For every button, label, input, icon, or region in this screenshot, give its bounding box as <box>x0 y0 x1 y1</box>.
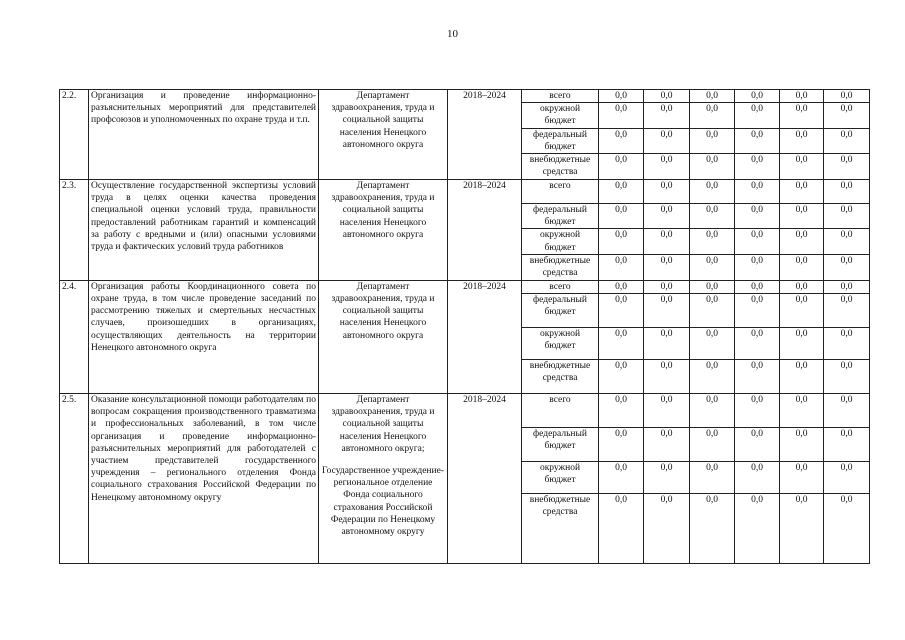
funding-value: 0,0 <box>780 360 824 394</box>
funding-value: 0,0 <box>780 280 824 293</box>
funding-source: всего <box>522 394 599 428</box>
executor-spacer <box>321 455 445 465</box>
table-row <box>60 90 870 103</box>
funding-value: 0,0 <box>644 128 690 153</box>
funding-value: 0,0 <box>824 103 870 128</box>
funding-value: 0,0 <box>644 428 690 462</box>
funding-value: 0,0 <box>690 90 735 103</box>
funding-value: 0,0 <box>824 360 870 394</box>
funding-source: федеральный бюджет <box>522 204 599 229</box>
funding-value: 0,0 <box>690 462 735 494</box>
activity-name: Оказание консультационной помощи работодателям по вопросам сокращения производственного травматизма и профессиональных заболеваний, в том числе организация и проведение информационно-разъяснительных мероприятий для работодателей с участием представителей государственного учреждения – регионального отделения Фонда социального страхования Российской Федерации по Ненецкому автономному округу <box>89 394 319 564</box>
funding-value: 0,0 <box>735 204 780 229</box>
funding-value: 0,0 <box>735 428 780 462</box>
funding-value: 0,0 <box>644 103 690 128</box>
funding-value: 0,0 <box>690 180 735 204</box>
funding-value: 0,0 <box>690 494 735 564</box>
funding-value: 0,0 <box>735 128 780 153</box>
funding-value: 0,0 <box>780 103 824 128</box>
funding-source: федеральный бюджет <box>522 128 599 153</box>
funding-value: 0,0 <box>644 494 690 564</box>
funding-value: 0,0 <box>780 328 824 360</box>
funding-value: 0,0 <box>824 254 870 280</box>
program-activities-table <box>59 89 870 564</box>
funding-value: 0,0 <box>824 154 870 180</box>
funding-value: 0,0 <box>690 428 735 462</box>
table-row <box>60 180 870 204</box>
activity-period: 2018–2024 <box>448 280 522 393</box>
funding-value: 0,0 <box>644 360 690 394</box>
funding-value: 0,0 <box>644 462 690 494</box>
page-number: 10 <box>447 28 458 40</box>
funding-value: 0,0 <box>690 103 735 128</box>
funding-value: 0,0 <box>599 154 644 180</box>
funding-value: 0,0 <box>780 428 824 462</box>
funding-source: внебюджетные средства <box>522 154 599 180</box>
executor-name: Департамент здравоохранения, труда и социальной защиты населения Ненецкого автономного округа; <box>331 395 435 454</box>
funding-value: 0,0 <box>735 90 780 103</box>
activity-number: 2.3. <box>60 180 89 281</box>
funding-source: окружной бюджет <box>522 462 599 494</box>
executor-name: Департамент здравоохранения, труда и социальной защиты населения Ненецкого автономного округа <box>331 181 435 240</box>
funding-value: 0,0 <box>644 254 690 280</box>
funding-value: 0,0 <box>599 494 644 564</box>
funding-value: 0,0 <box>690 294 735 328</box>
funding-value: 0,0 <box>780 254 824 280</box>
funding-value: 0,0 <box>599 328 644 360</box>
activity-period: 2018–2024 <box>448 394 522 564</box>
table-row <box>60 394 870 428</box>
funding-value: 0,0 <box>824 90 870 103</box>
funding-value: 0,0 <box>599 90 644 103</box>
funding-value: 0,0 <box>644 229 690 254</box>
table-body <box>60 90 870 564</box>
funding-source: всего <box>522 90 599 103</box>
funding-value: 0,0 <box>599 254 644 280</box>
funding-source: федеральный бюджет <box>522 294 599 328</box>
funding-value: 0,0 <box>644 204 690 229</box>
funding-value: 0,0 <box>780 204 824 229</box>
funding-value: 0,0 <box>735 394 780 428</box>
funding-source: окружной бюджет <box>522 229 599 254</box>
activity-name: Осуществление государственной экспертизы условий труда в целях оценки качества проведения специальной оценки условий труда, правильности предоставлений работникам гарантий и компенсаций за работу с вредными и (или) опасными условиями труда и фактических условий труда работников <box>89 180 319 281</box>
funding-value: 0,0 <box>644 328 690 360</box>
funding-source: федеральный бюджет <box>522 428 599 462</box>
funding-value: 0,0 <box>644 394 690 428</box>
funding-source: внебюджетные средства <box>522 360 599 394</box>
funding-source: внебюджетные средства <box>522 254 599 280</box>
funding-value: 0,0 <box>824 428 870 462</box>
funding-value: 0,0 <box>780 462 824 494</box>
funding-value: 0,0 <box>735 494 780 564</box>
funding-value: 0,0 <box>690 280 735 293</box>
executor-name: Департамент здравоохранения, труда и социальной защиты населения Ненецкого автономного округа <box>331 91 435 150</box>
funding-value: 0,0 <box>780 229 824 254</box>
funding-value: 0,0 <box>644 154 690 180</box>
funding-value: 0,0 <box>690 128 735 153</box>
funding-source: всего <box>522 180 599 204</box>
funding-value: 0,0 <box>599 204 644 229</box>
activity-number: 2.2. <box>60 90 89 180</box>
executor-name: Департамент здравоохранения, труда и социальной защиты населения Ненецкого автономного округа <box>331 281 435 341</box>
funding-value: 0,0 <box>599 229 644 254</box>
activity-number: 2.4. <box>60 280 89 393</box>
funding-value: 0,0 <box>690 154 735 180</box>
funding-value: 0,0 <box>824 280 870 293</box>
funding-value: 0,0 <box>735 180 780 204</box>
activity-number: 2.5. <box>60 394 89 564</box>
funding-value: 0,0 <box>735 229 780 254</box>
funding-value: 0,0 <box>824 180 870 204</box>
funding-source: всего <box>522 280 599 293</box>
funding-value: 0,0 <box>824 394 870 428</box>
activity-period: 2018–2024 <box>448 180 522 281</box>
funding-value: 0,0 <box>824 328 870 360</box>
funding-value: 0,0 <box>599 294 644 328</box>
funding-value: 0,0 <box>644 280 690 293</box>
funding-value: 0,0 <box>824 204 870 229</box>
funding-value: 0,0 <box>690 360 735 394</box>
funding-value: 0,0 <box>824 128 870 153</box>
funding-value: 0,0 <box>780 90 824 103</box>
funding-value: 0,0 <box>735 154 780 180</box>
funding-value: 0,0 <box>735 328 780 360</box>
funding-value: 0,0 <box>690 254 735 280</box>
funding-value: 0,0 <box>644 294 690 328</box>
funding-value: 0,0 <box>824 229 870 254</box>
funding-value: 0,0 <box>735 294 780 328</box>
funding-value: 0,0 <box>599 180 644 204</box>
funding-value: 0,0 <box>690 328 735 360</box>
executor-name: Государственное учреждение-региональное отделение Фонда социального страхования Российской Федерации по Ненецкому автономному округу <box>322 466 444 538</box>
funding-value: 0,0 <box>599 360 644 394</box>
funding-value: 0,0 <box>690 204 735 229</box>
activity-executor <box>319 280 448 393</box>
funding-value: 0,0 <box>690 229 735 254</box>
funding-value: 0,0 <box>780 494 824 564</box>
funding-value: 0,0 <box>599 128 644 153</box>
funding-value: 0,0 <box>599 103 644 128</box>
funding-value: 0,0 <box>690 394 735 428</box>
funding-value: 0,0 <box>780 294 824 328</box>
funding-value: 0,0 <box>599 428 644 462</box>
funding-value: 0,0 <box>735 103 780 128</box>
funding-value: 0,0 <box>599 394 644 428</box>
funding-value: 0,0 <box>735 280 780 293</box>
funding-value: 0,0 <box>735 360 780 394</box>
funding-source: внебюджетные средства <box>522 494 599 564</box>
funding-value: 0,0 <box>644 180 690 204</box>
funding-value: 0,0 <box>824 494 870 564</box>
funding-value: 0,0 <box>780 394 824 428</box>
activity-period: 2018–2024 <box>448 90 522 180</box>
funding-value: 0,0 <box>780 154 824 180</box>
funding-value: 0,0 <box>780 128 824 153</box>
funding-value: 0,0 <box>735 462 780 494</box>
activity-name: Организация и проведение информационно-разъяснительных мероприятий для представителей профсоюзов и уполномоченных по охране труда и т.п. <box>89 90 319 180</box>
funding-value: 0,0 <box>644 90 690 103</box>
table-row <box>60 280 870 293</box>
funding-value: 0,0 <box>599 462 644 494</box>
funding-value: 0,0 <box>735 254 780 280</box>
funding-value: 0,0 <box>824 294 870 328</box>
funding-value: 0,0 <box>780 180 824 204</box>
funding-value: 0,0 <box>824 462 870 494</box>
funding-value: 0,0 <box>599 280 644 293</box>
activity-executor <box>319 90 448 180</box>
funding-source: окружной бюджет <box>522 103 599 128</box>
activity-name: Организация работы Координационного совета по охране труда, в том числе проведение заседаний по рассмотрению тяжелых и смертельных несчастных случаев, произошедших в организациях, осуществляющих деятельность на территории Ненецкого автономного округа <box>89 280 319 393</box>
funding-source: окружной бюджет <box>522 328 599 360</box>
activity-executor <box>319 394 448 564</box>
activity-executor <box>319 180 448 281</box>
